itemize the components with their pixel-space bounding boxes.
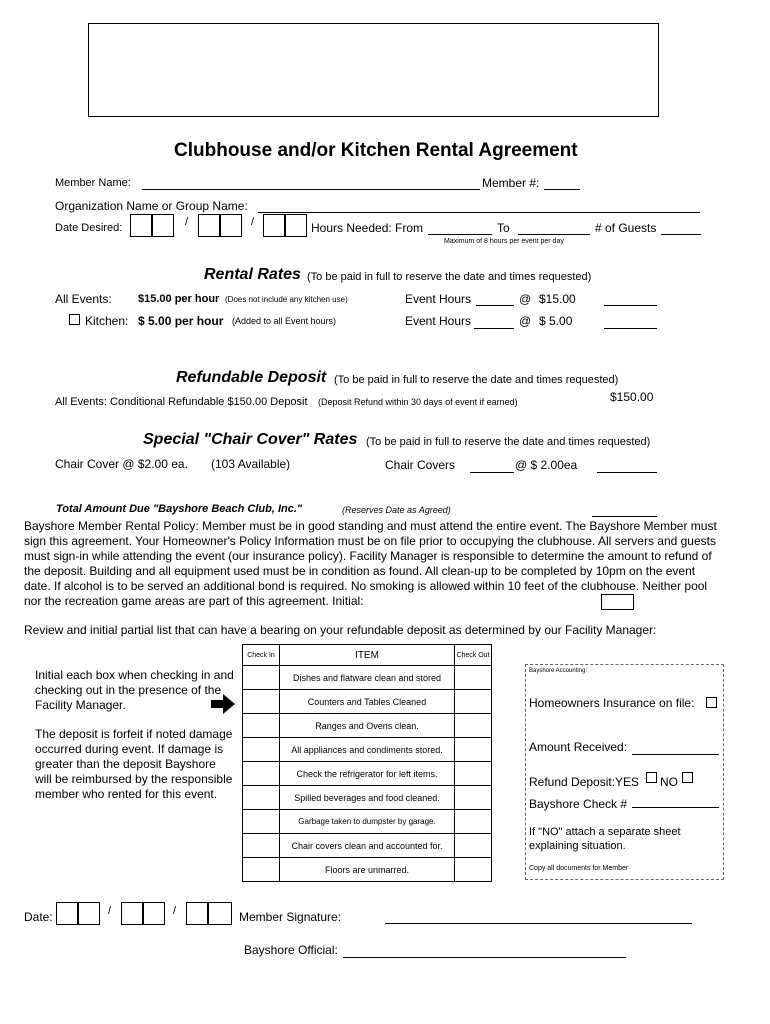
check-out-cell[interactable] <box>455 738 492 762</box>
check-number-field[interactable] <box>632 807 719 808</box>
check-out-cell[interactable] <box>455 786 492 810</box>
date-slash: / <box>185 216 189 228</box>
chair-covers-field[interactable] <box>470 472 514 473</box>
check-out-cell[interactable] <box>455 666 492 690</box>
official-label: Bayshore Official: <box>244 943 338 957</box>
all-events-label: All Events: <box>55 292 112 306</box>
check-out-cell[interactable] <box>455 690 492 714</box>
table-row <box>243 690 492 714</box>
kitchen-total-field[interactable] <box>604 328 657 329</box>
check-in-cell[interactable] <box>243 738 280 762</box>
guests-label: # of Guests <box>595 221 657 235</box>
table-row <box>243 714 492 738</box>
hours-to-label: To <box>497 221 510 235</box>
amount-received-label: Amount Received: <box>529 740 628 754</box>
max-hours-note: Maximum of 8 hours per event per day <box>444 238 564 245</box>
check-in-cell[interactable] <box>243 690 280 714</box>
item-cell: Ranges and Ovens clean. <box>280 714 455 738</box>
item-cell: Counters and Tables Cleaned <box>280 690 455 714</box>
table-row <box>243 666 492 690</box>
total-label: Total Amount Due "Bayshore Beach Club, Inc." <box>56 503 303 515</box>
page-title: Clubhouse and/or Kitchen Rental Agreement <box>174 140 578 161</box>
event-total-field[interactable] <box>604 305 657 306</box>
checklist-table <box>242 644 492 882</box>
kitchen-note: (Added to all Event hours) <box>232 316 337 326</box>
check-in-cell[interactable] <box>243 666 280 690</box>
insurance-checkbox[interactable] <box>706 697 717 708</box>
member-signature-field[interactable] <box>385 923 692 924</box>
event-hours-field[interactable] <box>476 305 514 306</box>
check-in-cell[interactable] <box>243 786 280 810</box>
item-cell: Dishes and flatware clean and stored <box>280 666 455 690</box>
if-no-text: If "NO" attach a separate sheet explaining situation. <box>529 826 681 852</box>
official-signature-field[interactable] <box>343 957 626 958</box>
copy-documents-note: Copy all documents for Member <box>529 865 629 872</box>
kitchen-event-hours-label: Event Hours <box>405 314 472 328</box>
table-row <box>243 858 492 882</box>
sign-date-box-3[interactable] <box>121 902 143 925</box>
item-cell: Spilled beverages and food cleaned. <box>280 786 455 810</box>
sign-date-box-5[interactable] <box>186 902 208 925</box>
kitchen-label: Kitchen: <box>85 314 129 328</box>
member-number-label: Member #: <box>482 176 540 190</box>
check-in-cell[interactable] <box>243 834 280 858</box>
chair-total-field[interactable] <box>597 472 657 473</box>
organization-field[interactable] <box>258 212 700 213</box>
hours-from-field[interactable] <box>428 234 492 235</box>
total-note: (Reserves Date as Agreed) <box>342 505 451 515</box>
date-desired-label: Date Desired: <box>55 222 123 234</box>
date-month-box-2[interactable] <box>152 214 174 237</box>
table-row <box>243 834 492 858</box>
event-price: $15.00 <box>539 292 576 306</box>
date-year-box-2[interactable] <box>285 214 307 237</box>
chair-at-price: @ $ 2.00ea <box>515 458 578 472</box>
check-in-cell[interactable] <box>243 858 280 882</box>
organization-label: Organization Name or Group Name: <box>55 199 248 213</box>
refund-deposit-label: Refund Deposit:YES <box>529 775 640 789</box>
logo-box <box>88 23 659 117</box>
chair-available: (103 Available) <box>211 457 291 471</box>
review-text: Review and initial partial list that can have a bearing on your refundable deposit as determined by our Facility Manager: <box>24 623 657 637</box>
check-out-cell[interactable] <box>455 714 492 738</box>
sign-date-slash: / <box>108 905 112 917</box>
item-header: ITEM <box>280 645 455 666</box>
check-out-header: Check Out <box>455 645 492 666</box>
check-out-cell[interactable] <box>455 762 492 786</box>
table-row <box>243 786 492 810</box>
date-slash: / <box>251 216 255 228</box>
item-cell: Chair covers clean and accounted for. <box>280 834 455 858</box>
date-label: Date: <box>24 910 53 924</box>
check-out-cell[interactable] <box>455 810 492 834</box>
check-number-label: Bayshore Check # <box>529 797 628 811</box>
refund-no-label: NO <box>660 775 678 789</box>
table-row <box>243 810 492 834</box>
sign-date-slash: / <box>173 905 177 917</box>
kitchen-price: $ 5.00 <box>539 314 573 328</box>
all-events-rate: $15.00 per hour <box>138 293 220 305</box>
sign-date-box-4[interactable] <box>143 902 165 925</box>
refund-no-checkbox[interactable] <box>682 772 693 783</box>
kitchen-hours-field[interactable] <box>474 328 514 329</box>
check-in-cell[interactable] <box>243 762 280 786</box>
deposit-amount: $150.00 <box>610 390 654 404</box>
chair-covers-label: Chair Covers <box>385 458 456 472</box>
chair-price-text: Chair Cover @ $2.00 ea. <box>55 457 188 471</box>
kitchen-at: @ <box>519 314 532 328</box>
item-cell: Check the refrigerator for left items. <box>280 762 455 786</box>
date-month-box-1[interactable] <box>130 214 152 237</box>
deposit-heading: Refundable Deposit <box>176 369 327 386</box>
rental-rates-subheading: (To be paid in full to reserve the date and times requested) <box>307 271 592 283</box>
insurance-label: Homeowners Insurance on file: <box>529 696 695 710</box>
check-out-cell[interactable] <box>455 834 492 858</box>
table-row <box>243 738 492 762</box>
chair-subheading: (To be paid in full to reserve the date and times requested) <box>366 436 651 448</box>
table-row <box>243 762 492 786</box>
accounting-title: Bayshore Accounting: <box>529 668 588 674</box>
deposit-subheading: (To be paid in full to reserve the date and times requested) <box>334 374 619 386</box>
check-in-cell[interactable] <box>243 810 280 834</box>
member-number-field[interactable] <box>544 189 580 190</box>
event-at: @ <box>519 292 532 306</box>
rental-rates-heading: Rental Rates <box>204 266 301 283</box>
sign-date-box-1[interactable] <box>56 902 78 925</box>
date-day-box-1[interactable] <box>198 214 220 237</box>
all-events-note: (Does not include any kitchen use) <box>225 295 348 304</box>
date-year-box-1[interactable] <box>263 214 285 237</box>
forfeit-text: The deposit is forfeit if noted damage occurred during event. If damage is greater than the deposit Bayshore will be reimbursed by the responsible member who rented for this event. <box>35 727 233 801</box>
member-signature-label: Member Signature: <box>239 910 342 924</box>
chair-heading: Special "Chair Cover" Rates <box>143 431 358 448</box>
amount-received-field[interactable] <box>632 754 719 755</box>
kitchen-rate: $ 5.00 per hour <box>138 314 224 328</box>
sign-date-box-6[interactable] <box>208 902 232 925</box>
item-cell: Floors are unmarred. <box>280 858 455 882</box>
check-out-cell[interactable] <box>455 858 492 882</box>
check-in-header: Check In <box>243 645 280 666</box>
kitchen-checkbox[interactable] <box>69 314 80 325</box>
member-name-field[interactable] <box>142 189 480 190</box>
hours-from-label: Hours Needed: From <box>311 221 424 235</box>
item-cell: All appliances and condiments stored. <box>280 738 455 762</box>
member-name-label: Member Name: <box>55 177 131 189</box>
check-in-cell[interactable] <box>243 714 280 738</box>
deposit-note: (Deposit Refund within 30 days of event if earned) <box>318 397 518 407</box>
initial-box[interactable] <box>601 594 634 610</box>
event-hours-label: Event Hours <box>405 292 472 306</box>
initial-instructions: Initial each box when checking in and checking out in the presence of the Facility Manager. <box>35 668 234 712</box>
policy-text: Bayshore Member Rental Policy: Member must be in good standing and must attend the entire event. The Bayshore Member must sign this agreement. Your Homeowner's Policy Information must be on file prior to occupying the clubhouse. All servers and guests must sign-in while attending the event (our insurance policy). Facility Manager is responsible to determine the amount to refund of the deposit. Building and all equipment used must be in condition as found. All clean-up to be completed by 10pm on the event date. If alcohol is to be served an additional bond is required. No smoking is allowed within 10 feet of the clubhouse. Neither pool nor the recreation game areas are part of this agreement. Initial: <box>24 519 717 608</box>
date-day-box-2[interactable] <box>220 214 242 237</box>
hours-to-field[interactable] <box>518 234 590 235</box>
item-cell: Garbage taken to dumpster by garage. <box>280 810 455 834</box>
guests-field[interactable] <box>661 234 701 235</box>
refund-yes-checkbox[interactable] <box>646 772 657 783</box>
total-field[interactable] <box>592 516 657 517</box>
arrow-right-icon <box>211 694 235 719</box>
sign-date-box-2[interactable] <box>78 902 100 925</box>
deposit-text: All Events: Conditional Refundable $150.00 Deposit <box>55 396 308 408</box>
